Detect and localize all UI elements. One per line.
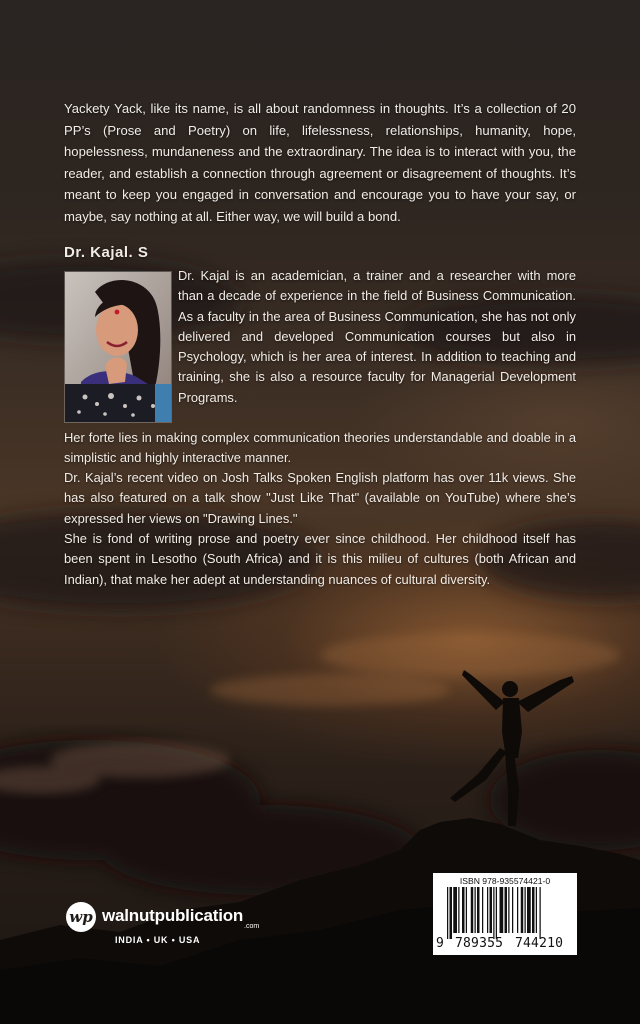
author-photo [64, 271, 172, 423]
barcode-bar [527, 887, 531, 933]
walnut-logo-icon: wp [66, 902, 96, 932]
barcode-bar [500, 887, 504, 933]
barcode-bar [525, 887, 526, 933]
barcode-bar [471, 887, 474, 933]
barcode-bar [490, 887, 493, 933]
barcode-bar [508, 887, 509, 933]
barcode-bar [521, 887, 524, 933]
barcode-bar [512, 887, 513, 933]
author-bio-paragraph: She is fond of writing prose and poetry ever since childhood. Her childhood itself has been spent in Lesotho (South Africa) and it is this milieu of cultures (both African and Indian), that make her adept at understanding nuances of cultural diversity. [64, 531, 576, 587]
barcode-bar [487, 887, 488, 933]
barcode-bar [466, 887, 467, 933]
barcode-bar [532, 887, 535, 933]
book-blurb: Yackety Yack, like its name, is all about randomness in thoughts. It’s a collection of 20 PP’s (Prose and Poetry) on life, lifelessness, relationships, humanity, hope, hopelessness, mundaneness and the extraordinary. The idea is to interact with you, the reader, and establish a connection through agreement or disagreement of thoughts. It’s meant to keep you engaged in conversation and encourage you to have your say, or maybe, say nothing at all. Either way, we will build a bond. [64, 101, 576, 224]
publisher-logo [64, 900, 274, 956]
publisher-regions: INDIA • UK • USA [115, 935, 201, 945]
isbn-barcode [433, 873, 577, 955]
author-bio-paragraph: Dr. Kajal’s recent video on Josh Talks Spoken English platform has over 11k views. She has also featured on a talk show "Just Like That" (available on YouTube) where she’s expressed her views on "Drawing Lines." [64, 470, 576, 526]
publisher-name: walnutpublication [102, 906, 244, 925]
barcode-bar [458, 887, 459, 933]
barcode-digit-group: 789355 [455, 936, 504, 951]
barcode-bar [453, 887, 457, 933]
author-bio-paragraph: Her forte lies in making complex communication theories understandable and doable in a simplistic and highly interactive manner. [64, 430, 576, 466]
author-bio-intro: Dr. Kajal is an academician, a trainer and a researcher with more than a decade of experience in the field of Business Communication. As a faculty in the area of Business Communication, she has not only delivered and developed Communication courses but also in Psychology, which is her area of interest. In addition to teaching and training, she is also a resource faculty for Managerial Development Programs. [178, 268, 576, 405]
barcode-lead-digit: 9 [436, 936, 444, 951]
celebrating-person-silhouette-icon [0, 640, 640, 1024]
author-photo-image [65, 272, 171, 422]
barcode-bar [540, 887, 541, 939]
barcode-bar [493, 887, 494, 939]
barcode-bar [477, 887, 480, 933]
barcode-bar [475, 887, 476, 933]
barcode-bar [536, 887, 537, 933]
barcode-bars [447, 887, 573, 939]
barcode-digit-group: 744210 [515, 936, 564, 951]
barcode-bar [462, 887, 465, 933]
barcode-bar [450, 887, 453, 939]
barcode-bar [482, 887, 483, 933]
barcode-bar [505, 887, 508, 933]
barcode-bar [496, 887, 497, 939]
publisher-domain-suffix: .com [244, 923, 260, 930]
barcode-bar [447, 887, 448, 939]
author-name: Dr. Kajal. S [64, 244, 149, 261]
barcode-bar [517, 887, 518, 933]
isbn-label: ISBN 978-935574421-0 [459, 876, 551, 886]
